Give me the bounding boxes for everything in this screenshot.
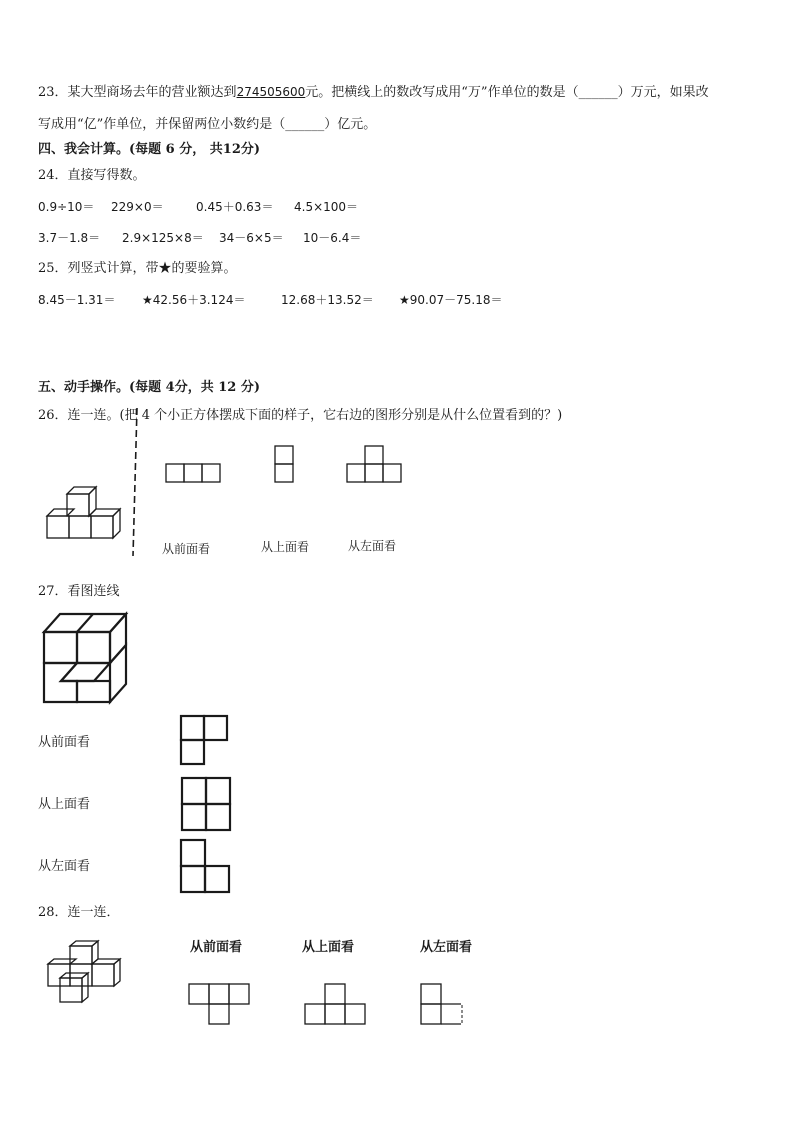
q26-label-top: 从上面看 bbox=[261, 540, 310, 554]
q26-label-left: 从左面看 bbox=[348, 539, 397, 553]
q26-label-front: 从前面看 bbox=[162, 542, 211, 556]
q27-label-front: 从前面看 bbox=[38, 735, 91, 750]
q28-cube-figure bbox=[42, 940, 134, 1006]
q27-label-left: 从左面看 bbox=[38, 859, 91, 874]
q25-item-1: 8.45－1.31＝ bbox=[38, 293, 116, 307]
q24-item-8: 10－6.4＝ bbox=[303, 231, 362, 245]
q24-item-3: 0.45＋0.63＝ bbox=[196, 200, 274, 214]
q24-item-7: 34－6×5＝ bbox=[219, 231, 284, 245]
q26-view-3 bbox=[346, 445, 402, 483]
q24-item-2: 229×0＝ bbox=[111, 200, 164, 214]
q27-view-2 bbox=[180, 777, 232, 831]
q24-item-1: 0.9÷10＝ bbox=[38, 200, 95, 214]
q28-label-left: 从左面看 bbox=[420, 940, 473, 955]
q23-amount: 274505600 bbox=[236, 85, 306, 99]
q23-number: 23． bbox=[38, 85, 68, 100]
q27-label-top: 从上面看 bbox=[38, 797, 91, 812]
q23-line1 bbox=[38, 84, 709, 101]
q26-title: 26．连一连。(把 4 个小正方体摆成下面的样子，它右边的图形分别是从什么位置看到的？) bbox=[38, 408, 563, 423]
q26-divider bbox=[130, 406, 142, 558]
q28-view-3 bbox=[420, 983, 466, 1027]
q25-item-3: 12.68＋13.52＝ bbox=[281, 293, 374, 307]
q26-cube-figure bbox=[45, 482, 125, 542]
q23-text-b: 元。把横线上的数改写成用“万”作单位的数是（______）万元，如果改 bbox=[305, 85, 709, 100]
q27-view-1 bbox=[180, 715, 230, 769]
q27-view-3 bbox=[180, 839, 232, 893]
q25-item-4: ★90.07－75.18＝ bbox=[399, 293, 503, 307]
q28-label-top: 从上面看 bbox=[302, 940, 355, 955]
q23-line2: 写成用“亿”作单位，并保留两位小数约是（______）亿元。 bbox=[38, 117, 377, 132]
section4-title: 四、我会计算。(每题 6 分， 共12分) bbox=[38, 142, 261, 157]
q26-view-2 bbox=[274, 445, 296, 483]
q28-view-2 bbox=[304, 983, 368, 1027]
q24-item-5: 3.7－1.8＝ bbox=[38, 231, 101, 245]
q23-text-a: 某大型商场去年的营业额达到 bbox=[67, 85, 237, 100]
q25-title: 25．列竖式计算，带★的要验算。 bbox=[38, 261, 237, 276]
q25-item-2: ★42.56＋3.124＝ bbox=[142, 293, 246, 307]
q24-item-6: 2.9×125×8＝ bbox=[122, 231, 204, 245]
q24-title: 24．直接写得数。 bbox=[38, 168, 146, 183]
q26-view-1 bbox=[165, 463, 221, 483]
q28-label-front: 从前面看 bbox=[190, 940, 243, 955]
q27-title: 27．看图连线 bbox=[38, 584, 120, 599]
section5-title: 五、动手操作。(每题 4分，共 12 分) bbox=[38, 380, 261, 395]
q28-view-1 bbox=[188, 983, 252, 1027]
q28-title: 28．连一连． bbox=[38, 905, 120, 920]
q27-cube-figure bbox=[40, 610, 132, 706]
q24-item-4: 4.5×100＝ bbox=[294, 200, 359, 214]
